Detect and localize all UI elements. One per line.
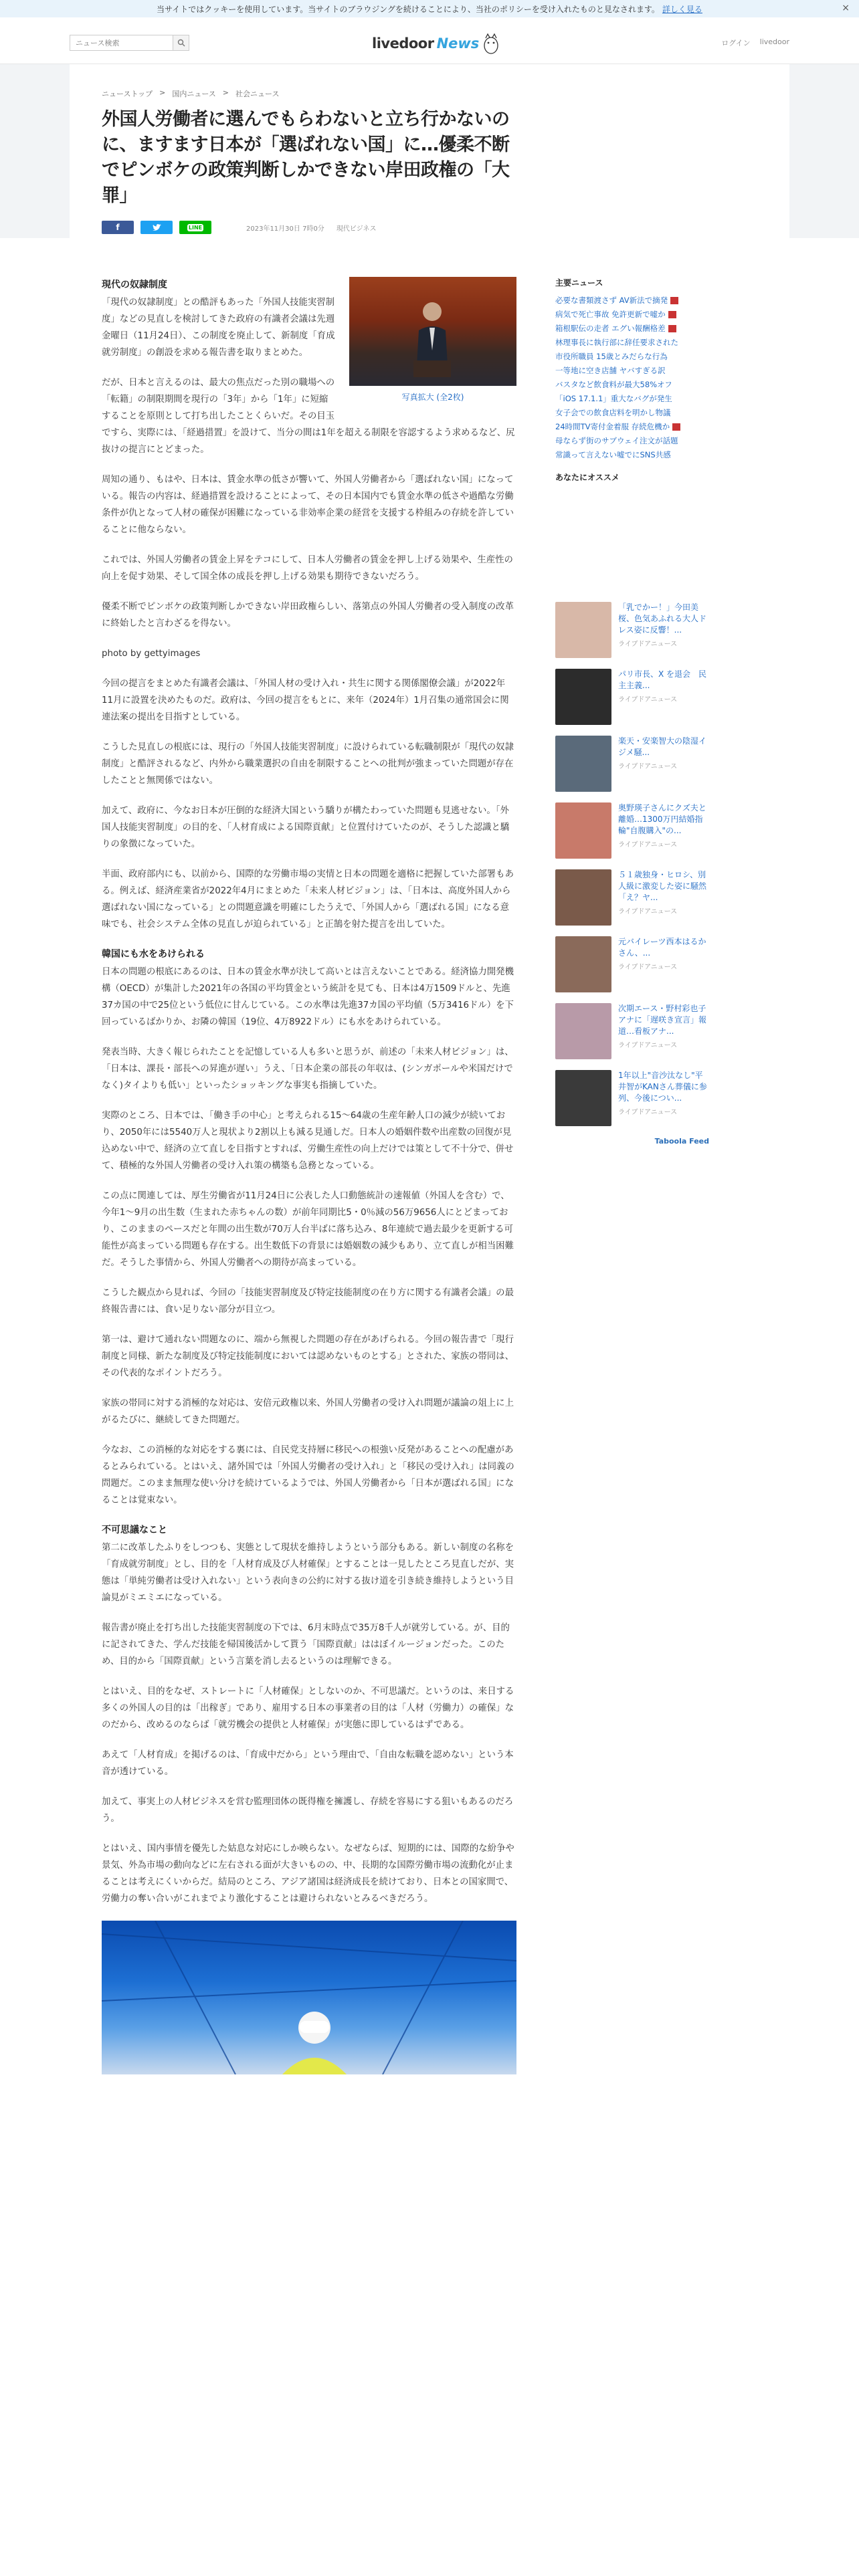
ranking-item[interactable]	[555, 364, 709, 378]
line-icon: LINE	[188, 224, 203, 231]
cookie-details-link[interactable]: 詳しく見る	[662, 4, 702, 14]
publish-date: 2023年11月30日 7時0分	[246, 225, 324, 233]
recommend-source: ライブドアニュース	[618, 964, 678, 971]
logo-news: News	[436, 35, 480, 51]
article-bottom-photo[interactable]	[102, 1921, 516, 2074]
recommend-item[interactable]	[555, 602, 709, 658]
share-bar	[102, 221, 516, 234]
source-name[interactable]: 現代ビジネス	[336, 225, 377, 233]
paragraph: photo by gettyimages	[102, 649, 201, 659]
article-body	[102, 277, 516, 2074]
paragraph: 今なお、この消極的な対応をする裏には、自民党支持層に移民への根強い反発があることへの配慮があるとみられている。とはいえ、諸外国では「外国人労働者の受け入れ」と「移民の受け入れ」は同義の問題だ。このまま無理な使い分けを続けているようでは、外国人労働者から「日本が選ばれる国」になることは覚束ない。	[102, 1445, 514, 1505]
cookie-text: 当サイトではクッキーを使用しています。当サイトのブラウジングを続けることにより、当社のポリシーを受け入れたものと見なされます。	[157, 4, 660, 14]
speaker-silhouette-icon	[413, 297, 451, 377]
recommend-title-text[interactable]: 元バイレーツ西本はるかさん、...	[618, 937, 706, 958]
ranking-item-text: 24時間TV寄付金着服 存続危機か	[555, 422, 670, 431]
twitter-bird-icon	[153, 224, 161, 231]
worker-photo-icon	[102, 1921, 516, 2074]
recommend-title-text[interactable]: パリ市長、X を退会 民主主義...	[618, 669, 707, 690]
paragraph: 優柔不断でピンボケの政策判断しかできない岸田政権らしい、落第点の外国人労働者の受入制度の改革に終始したと言わざるを得ない。	[102, 602, 514, 629]
recommend-item[interactable]	[555, 1070, 709, 1126]
ranking-item[interactable]	[555, 294, 709, 308]
paragraph: これでは、外国人労働者の賃金上昇をテコにして、日本人労働者の賃金を押し上げる効果や、生産性の向上を促す効果、そして国全体の成長を押し上げる効果も期待できないだろう。	[102, 555, 513, 582]
logo-livedoor: livedoor	[372, 35, 434, 51]
paragraph: 加えて、政府に、今なお日本が圧倒的な経済大国という驕りが構たわっていた問題も見逃せない。「外国人技能実習制度」の目的を、「人材育成による国際貢献」と位置付けていたのが、そうした認識と驕りの象徴になっていた。	[102, 806, 510, 849]
ranking-item-text: 常識って言えない嘘でにSNS共感	[555, 450, 671, 459]
cookie-banner	[0, 0, 859, 17]
login-link[interactable]: ログイン	[721, 39, 751, 47]
close-icon[interactable]: ×	[842, 3, 850, 13]
breadcrumb	[102, 88, 516, 99]
breadcrumb-separator: >	[222, 88, 229, 97]
recommend-source: ライブドアニュース	[618, 641, 678, 648]
article-text	[102, 277, 516, 1907]
line-share-button[interactable]	[179, 221, 211, 234]
new-badge-icon	[668, 311, 676, 318]
breadcrumb-item[interactable]: 社会ニュース	[235, 90, 280, 98]
page-title: 外国人労働者に選んでもらわないと立ち行かないのに、ますます日本が「選ばれない国」に…優柔不断でピンボケの政策判断しかできない岸田政権の「大罪」	[102, 109, 510, 206]
paragraph: 第一は、避けて通れない問題なのに、端から無視した問題の存在があげられる。今回の報告書で「現行制度と同様、新たな制度及び特定技能制度においては認めないものとする」とされた、家族の帯同は、その代表的なポイントだろう。	[102, 1335, 514, 1378]
paragraph: 実際のところ、日本では、「働き手の中心」と考えられる15〜64歳の生産年齢人口の減少が続いており、2050年には5540万人と現状より2割以上も減る見通しだ。日本人の婚姻件数や出産数の回復が見込めない中で、経済の立て直しを目指すとすれば、労働生産性の向上だけでは策として不十分で、併せて、積極的な外国人労働者の受け入れ策の構築も急務となっている。	[102, 1111, 514, 1171]
recommend-title: あなたにオススメ	[555, 473, 619, 482]
site-header	[0, 17, 859, 64]
paragraph: 加えて、事実上の人材ビジネスを営む監理団体の既得権を擁護し、存続を容易にする狙いもあるのだろう。	[102, 1797, 514, 1824]
ranking-item[interactable]	[555, 434, 709, 448]
paragraph: 家族の帯同に対する消極的な対応は、安倍元政権以来、外国人労働者の受け入れ問題が議論の俎上に上がるたびに、継続してきた問題だ。	[102, 1398, 514, 1425]
ranking-title: 主要ニュース	[555, 278, 603, 288]
paragraph: 今回の提言をまとめた有識者会議は、「外国人材の受け入れ・共生に関する関係閣僚会議」が2022年11月に設置を決めたものだ。政府は、今回の提言をもとに、来年（2024年）1月召集の通常国会に関連法案の提出を目指すとしている。	[102, 679, 509, 722]
new-badge-icon	[668, 325, 676, 332]
search-icon	[177, 39, 185, 47]
recommend-thumbnail[interactable]	[555, 736, 611, 792]
section-heading: 韓国にも水をあけられる	[102, 949, 205, 960]
recommend-thumbnail[interactable]	[555, 602, 611, 658]
ranking-item[interactable]	[555, 322, 709, 336]
article-header	[102, 64, 516, 234]
paragraph: だが、日本と言えるのは、最大の焦点だった別の職場への「転籍」の制限期間を現行の「3年」から「1年」に短縮することを原則として打ち出したことくらいだ。その目玉ですら、実際には、「経過措置」を設けて、当分の間は1年を超える制限を容認するよう求めるなど、尻抜けの提言にとどまった。	[102, 378, 515, 455]
ranking-item-text: バスタなど飲食料が最大58%オフ	[555, 380, 672, 389]
recommend-item[interactable]	[555, 869, 709, 926]
recommend-thumbnail[interactable]	[555, 869, 611, 926]
twitter-share-button[interactable]	[140, 221, 173, 234]
ranking-item-text: 一等地に空き店舗 ヤバすぎる訳	[555, 366, 666, 375]
paragraph: 報告書が廃止を打ち出した技能実習制度の下では、6月末時点で35万8千人が就労している。が、目的に記されてきた、学んだ技能を帰国後活かして貰う「国際貢献」ははぼイルージョンだった。このため、目的から「国際貢献」という言葉を消し去るというのは理解できる。	[102, 1623, 510, 1667]
breadcrumb-item[interactable]: 国内ニュース	[172, 90, 216, 98]
recommend-title-text[interactable]: 奥野瑛子さんにクズ夫と離婚…1300万円結婚指輪"自腹購入"の...	[618, 803, 706, 835]
paragraph: 日本の問題の根底にあるのは、日本の賃金水準が決して高いとは言えないことである。経済協力開発機構（OECD）が集計した2021年の各国の平均賃金という統計を見ても、日本は4万1509ドルと、先進37カ国の中で25位という低位に甘んじている。この水準は先進37カ国の平均値（5万3416ドル）を下回っているばかりか、お隣の韓国（19位、4万8922ドル）にも水をあけられている。	[102, 967, 514, 1027]
ranking-item[interactable]	[555, 378, 709, 392]
recommend-thumbnail[interactable]	[555, 936, 611, 992]
paragraph: 発表当時、大きく報じられたことを記憶している人も多いと思うが、前述の「未来人材ビジョン」は、「日本は、課長・部長への昇進が遅い」うえ、「日本企業の部長の年収は、(シンガポールや米国だけでなく)タイよりも低い」といったショッキングな事実も指摘していた。	[102, 1047, 514, 1091]
recommend-item[interactable]	[555, 802, 709, 859]
ranking-item-text: 女子会での飲食店料を明かし物議	[555, 408, 671, 417]
recommend-thumbnail[interactable]	[555, 1070, 611, 1126]
recommend-source: ライブドアニュース	[618, 841, 678, 849]
recommend-thumbnail[interactable]	[555, 802, 611, 859]
taboola-logo[interactable]: Taboola Feed	[654, 1137, 709, 1146]
site-logo[interactable]	[372, 32, 500, 55]
mascot-icon	[482, 32, 500, 55]
left-margin-band	[0, 64, 70, 238]
ranking-item[interactable]	[555, 336, 709, 350]
section-heading: 現代の奴隷制度	[102, 280, 167, 290]
recommend-source: ライブドアニュース	[618, 763, 678, 770]
ranking-list	[555, 294, 709, 462]
recommend-title-text[interactable]: 「乳でかー！」今田美桜、色気あふれる大人ドレス姿に反響！...	[618, 603, 707, 635]
section-heading: 不可思議なこと	[102, 1525, 167, 1535]
recommend-source: ライブドアニュース	[618, 1042, 678, 1049]
paragraph: こうした観点から見れば、今回の「技能実習制度及び特定技能制度の在り方に関する有識者会議」の最終報告書には、食い足りない部分が目立つ。	[102, 1288, 514, 1315]
recommend-title-text[interactable]: 楽天・安楽智大の陰湿イジメ騒...	[618, 736, 707, 757]
ranking-item-text: 母ならず街のサブウェイ注文が話題	[555, 436, 678, 445]
breadcrumb-separator: >	[159, 88, 166, 97]
recommend-item[interactable]	[555, 1003, 709, 1059]
recommend-title-text[interactable]: 次期エース・野村彩也子アナに「遅咲き宣言」報道…看板アナ...	[618, 1004, 707, 1036]
recommend-title-text[interactable]: 1年以上"音沙汰なし"平井智がKANさん葬儀に参列、今後につい...	[618, 1071, 707, 1103]
article-meta	[246, 223, 377, 233]
ranking-item[interactable]	[555, 406, 709, 420]
header-links	[721, 37, 789, 48]
paragraph: 周知の通り、もはや、日本は、賃金水準の低さが響いて、外国人労働者から「選ばれない国」になっている。報告の内容は、経過措置を設けることによって、その日本国内でも賃金水準の低さや過酷な労働条件が仇となって人材の確保が困難になっている非効率企業の経営を支援する枠組みの存続を許していることに他ならない。	[102, 475, 514, 535]
recommend-title-text[interactable]: ５１歳独身・ヒロシ、別人級に激変した姿に騒然「え？ヤ...	[618, 870, 707, 902]
recommend-thumbnail[interactable]	[555, 1003, 611, 1059]
facebook-icon: f	[116, 223, 120, 232]
ranking-item[interactable]	[555, 420, 709, 434]
ranking-item-text: 「iOS 17.1.1」重大なバグが発生	[555, 394, 672, 403]
article-photo[interactable]	[349, 277, 516, 386]
facebook-share-button[interactable]	[102, 221, 134, 234]
paragraph: こうした見直しの根底には、現行の「外国人技能実習制度」に設けられている転職制限が「現代の奴隷制度」と酷評されるなど、内外から職業選択の自由を制限することへの批判が強まっていた問題が存在したことと無関係ではない。	[102, 742, 514, 786]
breadcrumb-item[interactable]: ニューストップ	[102, 90, 153, 98]
ranking-item-text: 病気で死亡事故 免許更新で嘘か	[555, 310, 666, 319]
ranking-item-text: 林理事長に執行部に辞任要求された	[555, 338, 678, 347]
recommend-list	[555, 602, 709, 1126]
ranking-item-text: 箱根駅伝の走者 エグい報酬格差	[555, 324, 666, 333]
ranking-item[interactable]	[555, 448, 709, 462]
paragraph: 第二に改革したふりをしつつも、実態として現状を維持しようという部分もある。新しい制度の名称を「育成就労制度」とし、目的を「人材育成及び人材確保」とすることは一見したところ見直しだが、実態は「単純労働者は受け入れない」という表向きの公約に対する抜け道を引き続き維持しようという目論見がミエミエになっている。	[102, 1543, 514, 1603]
ranking-item-text: 必要な書類渡さず AV新法で摘発	[555, 296, 668, 305]
recommend-thumbnail[interactable]	[555, 669, 611, 725]
livedoor-link[interactable]: livedoor	[759, 37, 789, 46]
paragraph: この点に関連しては、厚生労働省が11月24日に公表した人口動態統計の速報値（外国人を含む）で、今年1〜9月の出生数（生まれた赤ちゃんの数）が前年同期比5・0％減の56万9656人にとどまっており、このままのペースだと年間の出生数が70万人台半ばに落ち込み、8年連続で過去最少を更新する可能性が高まっている問題も存在する。出生数低下の背景には婚姻数の減少もあり、立て直しが相当困難だ。そうした事情から、外国人労働者への期待が高まっている。	[102, 1191, 514, 1268]
ranking-item-text: 市役所職員 15歳とみだらな行為	[555, 352, 668, 361]
paragraph: とはいえ、国内事情を優先した姑息な対応にしか映らない。なぜならば、短期的には、国際的な紛争や景気、外為市場の動向などに左右される面が大きいものの、中、長期的な国際労働市場の流動化が止まることは考えにくいからだ。結局のところ、アジア諸国は経済成長を続けており、日本との国家間で、労働力の奪い合いがこれまでより激化することは避けられないとみるべきだろう。	[102, 1844, 514, 1904]
right-margin-band	[789, 64, 859, 238]
search-button[interactable]	[173, 35, 189, 51]
new-badge-icon	[670, 297, 678, 304]
ranking-item[interactable]	[555, 350, 709, 364]
paragraph: とはいえ、目的をなぜ、ストレートに「人材確保」としないのか、不可思議だ。というのは、来日する多くの外国人の目的は「出稼ぎ」であり、雇用する日本の事業者の目的は「人材（労働力）の確保」なのだから、改めるのならば「就労機会の提供と人材確保」が実態に即しているはずである。	[102, 1687, 514, 1730]
ranking-item[interactable]	[555, 308, 709, 322]
recommend-item[interactable]	[555, 936, 709, 992]
search-input[interactable]	[70, 35, 173, 51]
ranking-item[interactable]	[555, 392, 709, 406]
article-figure[interactable]	[349, 277, 516, 403]
sidebar	[555, 277, 709, 1146]
paragraph: あえて「人材育成」を掲げるのは、「育成中だから」という理由で、「自由な転職を認めない」という本音が透けている。	[102, 1750, 514, 1777]
recommend-source: ライブドアニュース	[618, 1109, 678, 1116]
figure-caption[interactable]: 写真拡大 (全2枚)	[401, 393, 464, 402]
recommend-item[interactable]	[555, 669, 709, 725]
paragraph: 半面、政府部内にも、以前から、国際的な労働市場の実情と日本の問題を適格に把握していた部署もある。例えば、経済産業省が2022年4月にまとめた「未来人材ビジョン」は、「日本は、高度外国人から選ばれない国になっている」との問題意識を明確にしたうえで、「外国人から「選ばれる国」になる意味でも、社会システム全体の見直しが迫られている」と正鵠を射た提言を出していた。	[102, 869, 514, 930]
new-badge-icon	[672, 423, 680, 431]
recommend-source: ライブドアニュース	[618, 908, 678, 916]
recommend-item[interactable]	[555, 736, 709, 792]
paragraph: 「現代の奴隷制度」との酷評もあった「外国人技能実習制度」などの見直しを検討してきた政府の有識者会議は先週金曜日（11月24日）、この制度を廃止して、新制度「育成就労制度」の創設を求める報告書を取りまとめた。	[102, 298, 335, 358]
recommend-source: ライブドアニュース	[618, 696, 678, 704]
